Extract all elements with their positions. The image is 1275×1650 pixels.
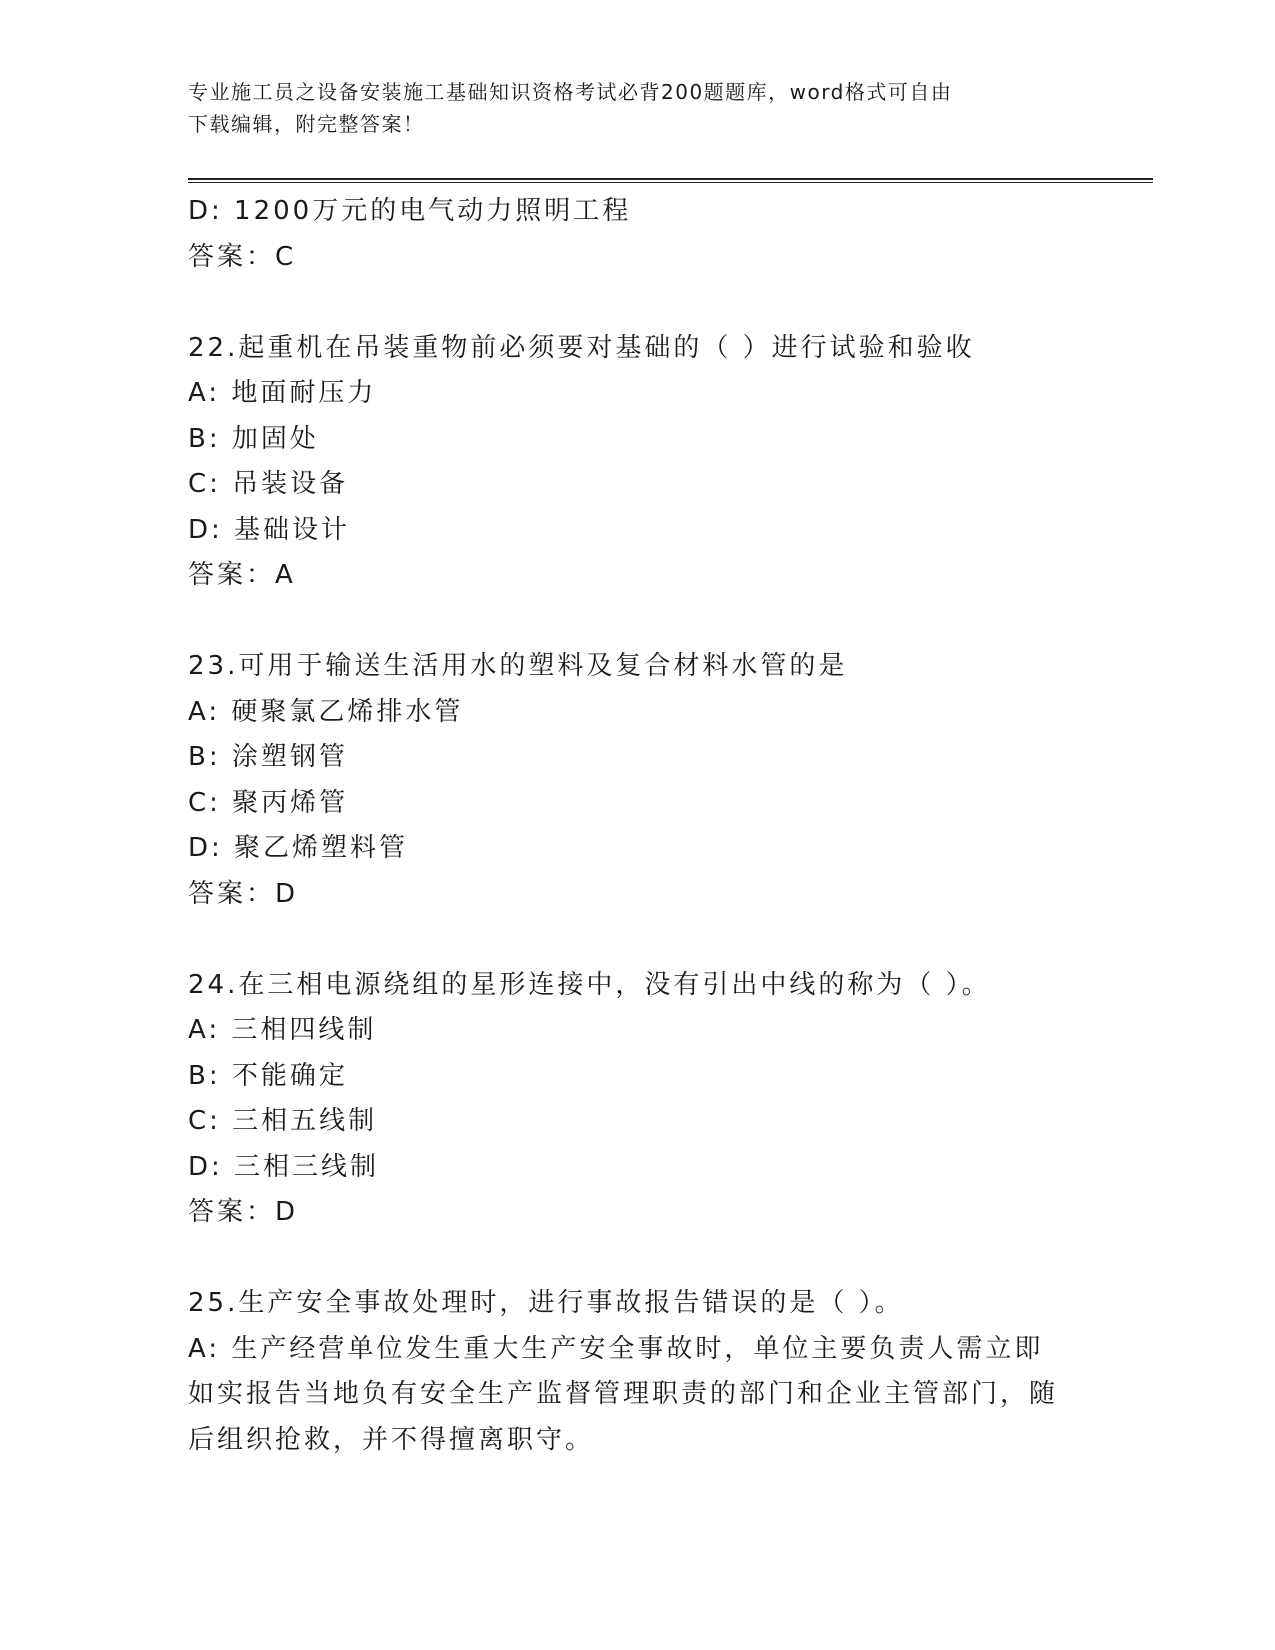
question-22-option-b: B: 加固处 <box>188 423 319 454</box>
question-24-option-b: B: 不能确定 <box>188 1060 348 1091</box>
question-23-option-a: A: 硬聚氯乙烯排水管 <box>188 696 464 727</box>
header-line-2: 下载编辑，附完整答案！ <box>188 112 425 136</box>
question-24-option-a: A: 三相四线制 <box>188 1015 377 1045</box>
question-23-answer: 答案：D <box>188 878 299 909</box>
prev-option-d: D: 1200万元的电气动力照明工程 <box>188 196 632 226</box>
prev-answer: 答案：C <box>188 241 297 272</box>
question-25-stem: 25.生产安全事故处理时，进行事故报告错误的是（ ）。 <box>188 1288 904 1318</box>
question-content <box>188 189 1153 1463</box>
question-24-answer: 答案：D <box>188 1197 299 1227</box>
header-line-1: 专业施工员之设备安装施工基础知识资格考试必背200题题库，word格式可自由 <box>188 80 953 104</box>
question-22-option-d: D: 基础设计 <box>188 514 351 545</box>
question-24-option-c: C: 三相五线制 <box>188 1106 378 1136</box>
question-23-option-b: B: 涂塑钢管 <box>188 742 348 772</box>
spacer <box>188 599 1153 645</box>
document-header <box>188 76 1088 140</box>
question-22-stem: 22.起重机在吊装重物前必须要对基础的（ ）进行试验和验收 <box>188 332 975 363</box>
question-22-option-c: C: 吊装设备 <box>188 469 349 499</box>
question-22-answer: 答案：A <box>188 560 296 590</box>
question-25-option-a: A: 生产经营单位发生重大生产安全事故时，单位主要负责人需立即如实报告当地负有安全生产监督管理职责的部门和企业主管部门，随后组织抢救，并不得擅离职守。 <box>188 1333 1059 1455</box>
spacer <box>188 917 1153 963</box>
question-22-option-a: A: 地面耐压力 <box>188 378 377 408</box>
question-23-option-c: C: 聚丙烯管 <box>188 787 349 818</box>
spacer <box>188 280 1153 326</box>
spacer <box>188 1236 1153 1282</box>
question-24-stem: 24.在三相电源绕组的星形连接中，没有引出中线的称为（ ）。 <box>188 969 991 1000</box>
question-23-stem: 23.可用于输送生活用水的塑料及复合材料水管的是 <box>188 651 848 681</box>
header-divider <box>188 178 1153 183</box>
question-24-option-d: D: 三相三线制 <box>188 1151 380 1182</box>
question-23-option-d: D: 聚乙烯塑料管 <box>188 833 409 863</box>
